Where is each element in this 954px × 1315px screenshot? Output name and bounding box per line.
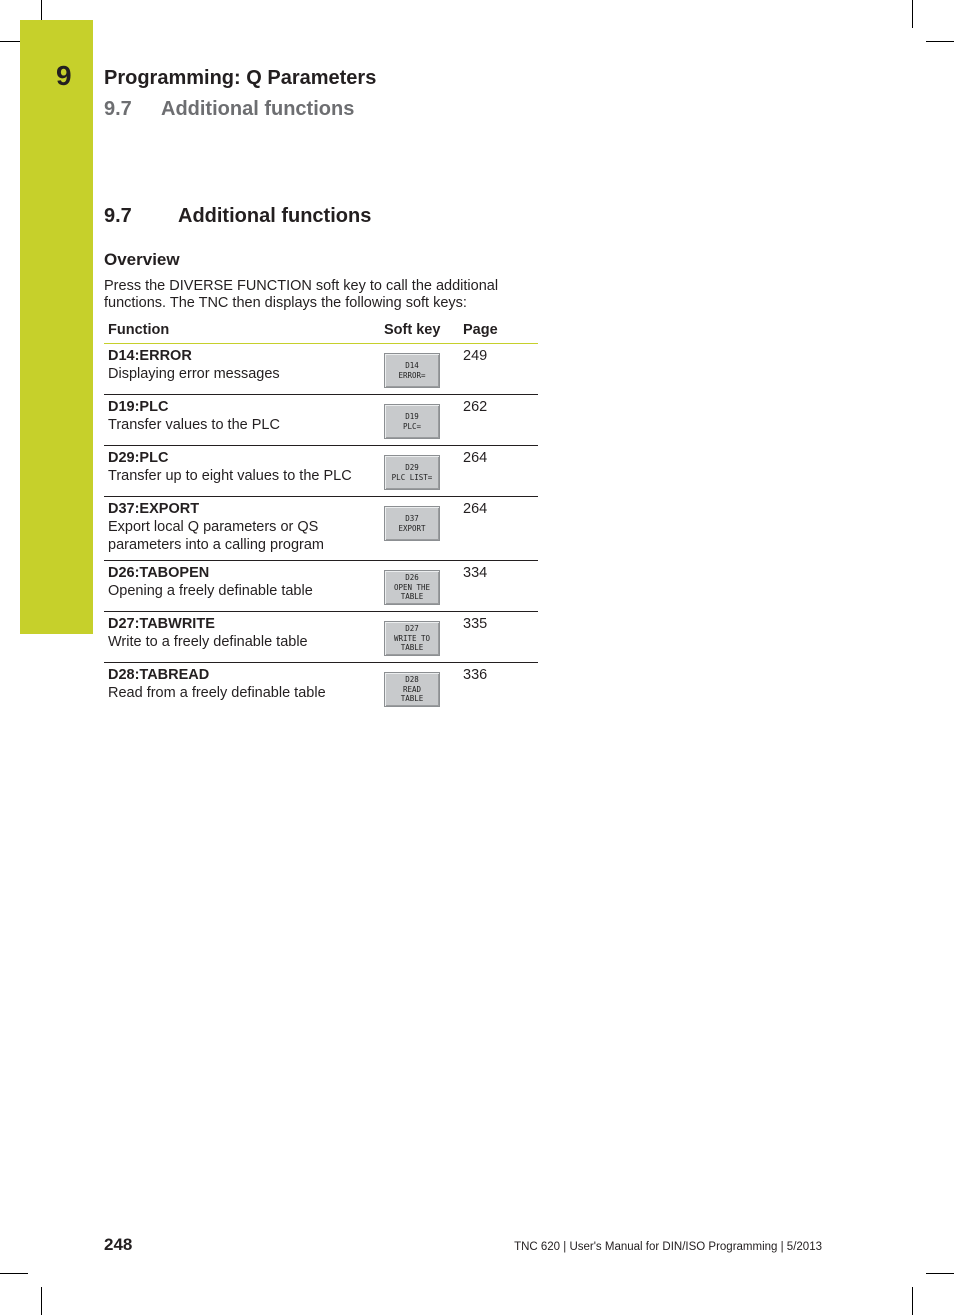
softkey-d14-error <box>384 353 440 388</box>
function-cell <box>104 395 380 446</box>
function-cell <box>104 663 380 714</box>
running-header-section <box>104 98 354 121</box>
softkey-label-line: OPEN THE <box>393 582 431 592</box>
function-name: D14:ERROR <box>108 348 192 364</box>
page-cell: 334 <box>459 561 538 612</box>
table-row <box>104 561 538 612</box>
function-name: D28:TABREAD <box>108 667 210 683</box>
softkey-d29-plc-list <box>384 455 440 490</box>
table-row <box>104 612 538 663</box>
table-row <box>104 395 538 446</box>
header-softkey: Soft key <box>380 318 459 344</box>
softkey-label-line: TABLE <box>400 592 424 602</box>
softkey-label-line: WRITE TO <box>393 633 431 643</box>
function-name: D27:TABWRITE <box>108 616 215 632</box>
softkey-label-line: EXPORT <box>398 523 426 533</box>
function-cell <box>104 344 380 395</box>
softkey-label-line: D37 <box>405 514 419 523</box>
softkey-label-line: ERROR= <box>398 370 426 380</box>
softkey-d28-tabread <box>384 672 440 707</box>
header-page: Page <box>459 318 538 344</box>
function-description: Export local Q parameters or QS parameters into a calling program <box>108 519 324 553</box>
softkey-label-line: D28 <box>405 675 419 685</box>
crop-mark <box>41 0 42 20</box>
function-description: Read from a freely definable table <box>108 685 326 701</box>
section-number: 9.7 <box>104 205 132 227</box>
softkey-label-line: D29 <box>405 463 419 472</box>
function-name: D19:PLC <box>108 399 169 415</box>
softkey-d26-tabopen <box>384 570 440 605</box>
crop-mark <box>41 1287 42 1315</box>
softkey-label-line: PLC= <box>402 421 422 431</box>
table-row <box>104 663 538 714</box>
chapter-number: 9 <box>56 60 72 91</box>
softkey-label-line: D26 <box>405 573 419 583</box>
softkey-label-line: D19 <box>405 412 419 421</box>
crop-mark <box>912 0 913 28</box>
softkey-cell <box>380 344 459 395</box>
function-description: Displaying error messages <box>108 366 280 382</box>
chapter-tab-band <box>20 20 93 634</box>
function-description: Transfer values to the PLC <box>108 417 280 433</box>
page-cell: 264 <box>459 446 538 497</box>
softkey-cell <box>380 663 459 714</box>
crop-mark <box>926 1273 954 1274</box>
softkey-label-line: READ <box>402 684 422 694</box>
function-name: D26:TABOPEN <box>108 565 210 581</box>
function-description: Write to a freely definable table <box>108 634 308 650</box>
function-description: Opening a freely definable table <box>108 583 313 599</box>
crop-mark <box>0 41 20 42</box>
running-header-title: Programming: Q Parameters <box>104 67 377 89</box>
header-function: Function <box>104 318 380 344</box>
softkey-label-line: PLC LIST= <box>391 472 433 482</box>
softkey-cell <box>380 446 459 497</box>
intro-paragraph: Press the DIVERSE FUNCTION soft key to call the additional functions. The TNC then displays the following soft keys: <box>104 278 499 311</box>
softkey-label-line: D27 <box>405 624 419 634</box>
softkey-cell <box>380 612 459 663</box>
function-description: Transfer up to eight values to the PLC <box>108 468 352 484</box>
page-cell: 262 <box>459 395 538 446</box>
crop-mark <box>0 1273 28 1274</box>
softkey-d19-plc <box>384 404 440 439</box>
table-row <box>104 497 538 561</box>
table-row <box>104 446 538 497</box>
softkey-cell <box>380 497 459 561</box>
softkey-label-line: D14 <box>405 361 419 370</box>
softkey-label-line: TABLE <box>400 694 424 704</box>
function-cell <box>104 446 380 497</box>
table-header-row <box>104 318 538 344</box>
function-name: D29:PLC <box>108 450 169 466</box>
footer-text: TNC 620 | User's Manual for DIN/ISO Programming | 5/2013 <box>514 1241 822 1253</box>
softkey-cell <box>380 561 459 612</box>
function-cell <box>104 612 380 663</box>
subheading-overview: Overview <box>104 250 180 269</box>
page-cell: 249 <box>459 344 538 395</box>
softkey-cell <box>380 395 459 446</box>
crop-mark <box>926 41 954 42</box>
function-name: D37:EXPORT <box>108 501 200 517</box>
softkey-label-line: TABLE <box>400 643 424 653</box>
crop-mark <box>912 1287 913 1315</box>
function-table <box>104 318 538 713</box>
table-row <box>104 344 538 395</box>
section-heading <box>104 205 371 228</box>
function-cell <box>104 561 380 612</box>
running-header-section-number: 9.7 <box>104 98 132 120</box>
page-cell: 335 <box>459 612 538 663</box>
page-number: 248 <box>104 1235 133 1254</box>
page-cell: 336 <box>463 667 488 683</box>
softkey-d27-tabwrite <box>384 621 440 656</box>
running-header-section-title: Additional functions <box>161 98 355 120</box>
function-cell <box>104 497 380 561</box>
section-title: Additional functions <box>178 205 372 227</box>
page-cell: 264 <box>459 497 538 561</box>
softkey-d37-export <box>384 506 440 541</box>
